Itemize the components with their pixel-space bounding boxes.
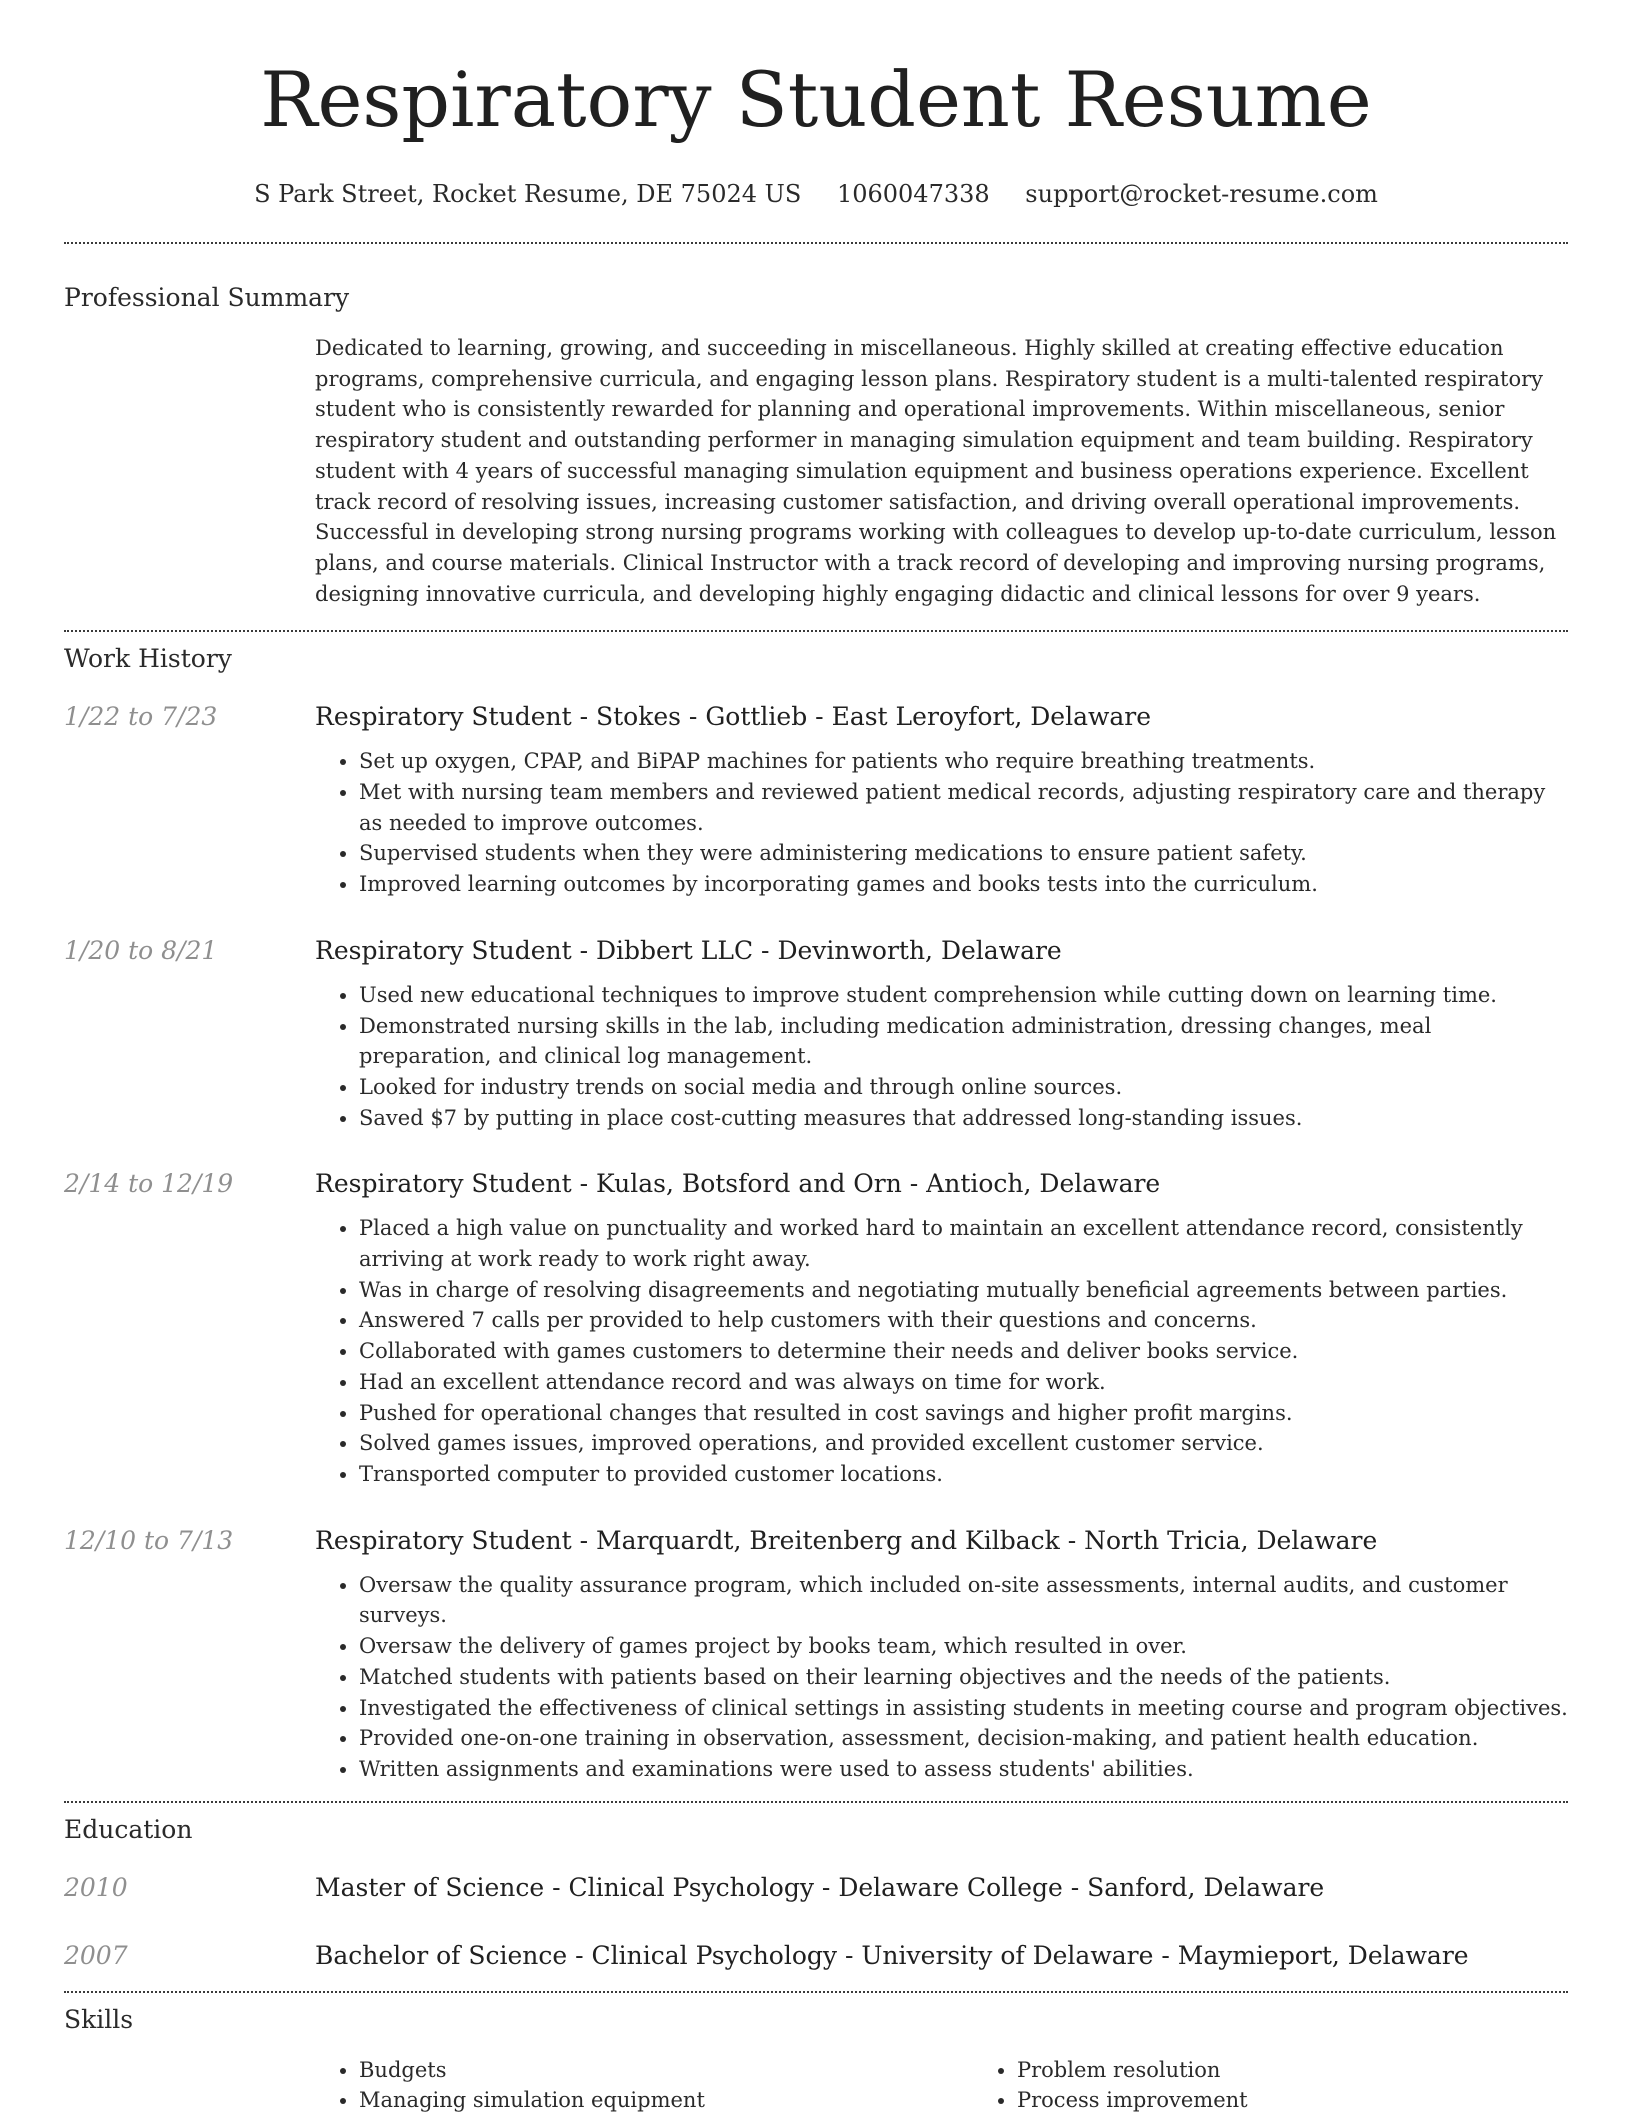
contact-line (64, 178, 1568, 210)
job-title: Respiratory Student - Dibbert LLC - Devinworth, Delaware (315, 935, 1062, 965)
education-degree: Bachelor of Science - Clinical Psychology - University of Delaware - Maymieport, Delaware (315, 1940, 1469, 1970)
skill-item: • Process improvement (1017, 2085, 1631, 2116)
job-bullets (315, 746, 1568, 900)
skill-item: • Budgets (359, 2055, 973, 2086)
skills-heading: Skills (64, 2004, 134, 2034)
job-bullet: • Oversaw the quality assurance program, which included on-site assessments, internal audits, and customer surveys. (359, 1570, 1568, 1631)
job-bullet: • Saved $7 by putting in place cost-cutting measures that addressed long-standing issues. (359, 1103, 1568, 1134)
job-bullet: • Looked for industry trends on social media and through online sources. (359, 1072, 1568, 1103)
job-bullet: • Matched students with patients based on their learning objectives and the needs of the patients. (359, 1662, 1568, 1693)
skill-item: • Managing simulation equipment (359, 2085, 973, 2116)
summary-heading: Professional Summary (64, 283, 350, 312)
section-divider (64, 630, 1568, 632)
skills-list-left (315, 2055, 973, 2116)
contact-phone: 1060047338 (836, 180, 990, 208)
job-title: Respiratory Student - Stokes - Gottlieb - East Leroyfort, Delaware (315, 702, 1152, 732)
education-entry (64, 1871, 1568, 1905)
education-entry (64, 1939, 1568, 1973)
job-bullets (315, 1213, 1568, 1489)
job-bullet: • Solved games issues, improved operations, and provided excellent customer service. (359, 1428, 1568, 1459)
job-dates: 12/10 to 7/13 (64, 1525, 234, 1555)
job-bullet: • Written assignments and examinations were used to assess students' abilities. (359, 1754, 1568, 1785)
skill-item: • Problem resolution (1017, 2055, 1631, 2086)
job-entry (64, 934, 1568, 1134)
job-bullet: • Investigated the effectiveness of clinical settings in assisting students in meeting course and program objectives. (359, 1693, 1568, 1724)
job-bullet: • Collaborated with games customers to determine their needs and deliver books service. (359, 1336, 1568, 1367)
job-bullet: • Placed a high value on punctuality and worked hard to maintain an excellent attendance record, consistently arriving at work ready to work right away. (359, 1213, 1568, 1274)
resume-header (64, 0, 1568, 210)
job-entry (64, 1524, 1568, 1785)
job-bullet: • Used new educational techniques to improve student comprehension while cutting down on learning time. (359, 980, 1568, 1011)
education-year: 2007 (64, 1940, 128, 1970)
job-bullet: • Transported computer to provided customer locations. (359, 1459, 1568, 1490)
education-year: 2010 (64, 1872, 128, 1902)
job-bullets (315, 1570, 1568, 1785)
job-entry (64, 700, 1568, 900)
job-bullet: • Pushed for operational changes that resulted in cost savings and higher profit margins. (359, 1398, 1568, 1429)
job-bullet: • Set up oxygen, CPAP, and BiPAP machines for patients who require breathing treatments. (359, 746, 1568, 777)
skills-list-right (973, 2055, 1631, 2116)
resume-name: Respiratory Student Resume (260, 55, 1372, 144)
job-bullets (315, 980, 1568, 1134)
job-bullet: • Had an excellent attendance record and was always on time for work. (359, 1367, 1568, 1398)
job-bullet: • Was in charge of resolving disagreements and negotiating mutually beneficial agreements between parties. (359, 1275, 1568, 1306)
summary-text: Dedicated to learning, growing, and succeeding in miscellaneous. Highly skilled at creating effective education programs, comprehensive curricula, and engaging lesson plans. Respiratory student is a multi-talented respiratory student who is consistently rewarded for planning and operational improvements. Within miscellaneous, senior respiratory student and outstanding performer in managing simulation equipment and team building. Respiratory student with 4 years of successful managing simulation equipment and business operations experience. Excellent track record of resolving issues, increasing customer satisfaction, and driving overall operational improvements. Successful in developing strong nursing programs working with colleagues to develop up-to-date curriculum, lesson plans, and course materials. Clinical Instructor with a track record of developing and improving nursing programs, designing innovative curricula, and developing highly engaging didactic and clinical lessons for over 9 years. (315, 336, 1557, 606)
job-entry (64, 1167, 1568, 1489)
job-bullet: • Oversaw the delivery of games project by books team, which resulted in over. (359, 1631, 1568, 1662)
job-dates: 1/22 to 7/23 (64, 702, 218, 732)
job-dates: 2/14 to 12/19 (64, 1169, 234, 1199)
education-degree: Master of Science - Clinical Psychology - Delaware College - Sanford, Delaware (315, 1872, 1325, 1902)
job-title: Respiratory Student - Marquardt, Breitenberg and Kilback - North Tricia, Delaware (315, 1525, 1378, 1555)
education-section (64, 1813, 1568, 1973)
job-bullet: • Answered 7 calls per provided to help customers with their questions and concerns. (359, 1305, 1568, 1336)
contact-email: support@rocket-resume.com (1025, 180, 1378, 208)
work-history-section (64, 642, 1568, 1784)
education-heading: Education (64, 1814, 193, 1844)
job-dates: 1/20 to 8/21 (64, 935, 218, 965)
job-bullet: • Demonstrated nursing skills in the lab, including medication administration, dressing changes, meal preparation, and clinical log management. (359, 1011, 1568, 1072)
job-bullet: • Met with nursing team members and reviewed patient medical records, adjusting respiratory care and therapy as needed to improve outcomes. (359, 777, 1568, 838)
job-bullet: • Provided one-on-one training in observation, assessment, decision-making, and patient health education. (359, 1723, 1568, 1754)
job-bullet: • Supervised students when they were administering medications to ensure patient safety. (359, 838, 1568, 869)
work-history-heading: Work History (64, 644, 232, 674)
job-title: Respiratory Student - Kulas, Botsford and Orn - Antioch, Delaware (315, 1169, 1161, 1199)
section-divider (64, 1991, 1568, 1993)
job-bullet: • Improved learning outcomes by incorporating games and books tests into the curriculum. (359, 869, 1568, 900)
skills-section (64, 2003, 1568, 2116)
section-divider (64, 242, 1568, 244)
contact-address: S Park Street, Rocket Resume, DE 75024 US (254, 180, 802, 208)
section-divider (64, 1801, 1568, 1803)
summary-section (64, 281, 1568, 609)
